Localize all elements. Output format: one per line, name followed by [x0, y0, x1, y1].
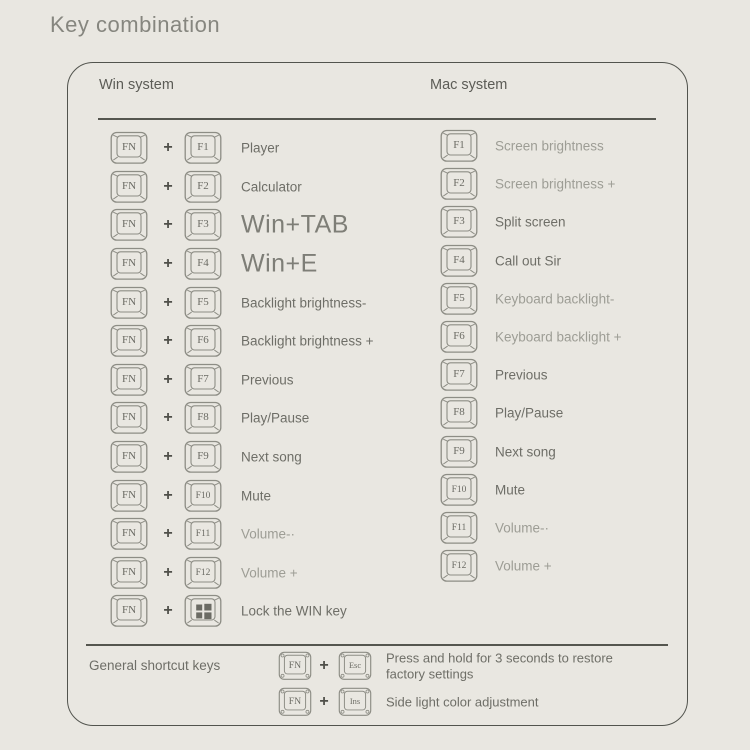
shortcut-description: Calculator — [241, 179, 302, 195]
keycap-fn — [110, 208, 148, 242]
svg-text:Esc: Esc — [348, 660, 362, 670]
win-shortcut-row — [68, 283, 440, 322]
keycap-f12 — [184, 556, 222, 590]
plus-sign: + — [163, 563, 173, 581]
svg-text:F4: F4 — [453, 253, 465, 266]
keycap-f4 — [184, 247, 222, 281]
svg-text:FN: FN — [121, 411, 137, 424]
keycap-f8 — [184, 401, 222, 435]
svg-text:F8: F8 — [453, 406, 465, 419]
win-shortcut-row — [68, 361, 440, 400]
shortcut-description: Win+TAB — [241, 210, 349, 239]
svg-text:F1: F1 — [197, 141, 209, 154]
keycap-f7 — [184, 363, 222, 397]
svg-text:F3: F3 — [453, 215, 465, 228]
keycap-graphic — [184, 363, 222, 397]
svg-text:F12: F12 — [451, 561, 467, 572]
svg-text:F5: F5 — [453, 292, 465, 305]
shortcut-description: Screen brightness — [495, 138, 604, 154]
shortcut-description: Split screen — [495, 214, 566, 230]
shortcut-description: Previous — [241, 372, 294, 388]
keycap-f3 — [440, 205, 478, 239]
general-shortcut-list — [68, 648, 688, 720]
mac-shortcut-row — [440, 509, 689, 547]
plus-sign: + — [163, 525, 173, 543]
win-shortcut-row — [68, 206, 440, 245]
keycap-graphic — [184, 401, 222, 435]
keycap-fn — [110, 247, 148, 281]
keycap-fn — [110, 517, 148, 551]
keycap-graphic — [440, 511, 478, 545]
mac-shortcut-row — [440, 280, 689, 318]
svg-text:F4: F4 — [197, 257, 209, 270]
keycap-f6 — [184, 324, 222, 358]
mac-system-header: Mac system — [430, 77, 508, 93]
mac-shortcut-row — [440, 471, 689, 509]
shortcut-description: Volume-· — [495, 520, 550, 536]
keycap-graphic — [184, 517, 222, 551]
win-shortcut-row — [68, 438, 440, 477]
keycap-graphic — [278, 687, 312, 717]
shortcut-description: Side light color adjustment — [386, 694, 539, 710]
keycap-graphic — [184, 440, 222, 474]
svg-text:F9: F9 — [197, 450, 209, 463]
keycap-win — [184, 594, 222, 628]
keycap-graphic — [184, 479, 222, 513]
general-shortcut-row — [68, 684, 688, 720]
mac-shortcut-row — [440, 165, 689, 203]
keycap-graphic — [440, 473, 478, 507]
svg-text:F6: F6 — [453, 330, 465, 343]
keycap-graphic — [110, 131, 148, 165]
keycap-fn — [110, 324, 148, 358]
plus-sign: + — [319, 657, 329, 674]
shortcut-description: Mute — [241, 488, 272, 504]
shortcut-description: Volume-· — [241, 526, 296, 542]
shortcut-description: Backlight brightness- — [241, 295, 367, 311]
keycap-ins — [338, 687, 372, 717]
windows-logo-icon — [196, 604, 211, 619]
svg-text:FN: FN — [121, 604, 137, 617]
mac-shortcut-row — [440, 547, 689, 585]
shortcut-description: Next song — [241, 449, 302, 465]
keycap-graphic — [184, 286, 222, 320]
svg-text:F3: F3 — [197, 218, 209, 231]
svg-text:F7: F7 — [453, 368, 465, 381]
keycap-graphic — [338, 651, 372, 681]
shortcut-description: Player — [241, 140, 280, 156]
general-shortcut-row — [68, 648, 688, 684]
keycap-graphic — [184, 556, 222, 590]
keycap-graphic — [110, 517, 148, 551]
keycap-graphic — [110, 440, 148, 474]
keycap-graphic — [110, 324, 148, 358]
keycap-graphic — [440, 205, 478, 239]
svg-text:F8: F8 — [197, 411, 209, 424]
keycap-f12 — [440, 549, 478, 583]
plus-sign: + — [163, 370, 173, 388]
keycap-graphic — [440, 282, 478, 316]
keycap-graphic — [338, 687, 372, 717]
keycap-f1 — [440, 129, 478, 163]
keycap-esc — [338, 651, 372, 681]
mac-shortcut-row — [440, 394, 689, 432]
shortcut-panel — [67, 62, 688, 726]
svg-text:F12: F12 — [195, 568, 211, 579]
keycap-fn — [110, 594, 148, 628]
keycap-graphic — [440, 129, 478, 163]
keycap-fn — [110, 556, 148, 590]
svg-text:F5: F5 — [197, 295, 209, 308]
keycap-graphic — [440, 358, 478, 392]
keycap-graphic — [110, 594, 148, 628]
plus-sign: + — [163, 139, 173, 157]
win-shortcut-row — [68, 245, 440, 284]
keycap-fn — [110, 401, 148, 435]
shortcut-description: Press and hold for 3 seconds to restore factory settings — [386, 650, 613, 681]
shortcut-description: Volume + — [241, 565, 298, 581]
svg-text:FN: FN — [121, 180, 137, 193]
win-shortcut-list — [68, 129, 440, 631]
keycap-f5 — [440, 282, 478, 316]
plus-sign: + — [163, 602, 173, 620]
keycap-graphic — [110, 208, 148, 242]
keycap-f11 — [440, 511, 478, 545]
keycap-graphic — [440, 167, 478, 201]
keycap-graphic — [184, 208, 222, 242]
mac-shortcut-row — [440, 203, 689, 241]
keycap-graphic — [110, 170, 148, 204]
general-shortcuts-label: General shortcut keys — [89, 658, 221, 673]
keycap-fn — [110, 170, 148, 204]
keycap-graphic — [184, 594, 222, 628]
shortcut-description: Volume + — [495, 558, 552, 574]
shortcut-description: Next song — [495, 444, 556, 460]
plus-sign: + — [163, 216, 173, 234]
svg-text:FN: FN — [121, 488, 137, 501]
keycap-fn — [110, 286, 148, 320]
win-shortcut-row — [68, 476, 440, 515]
shortcut-description: Screen brightness + — [495, 176, 616, 192]
svg-text:Ins: Ins — [349, 696, 361, 706]
general-divider — [86, 644, 668, 646]
keycap-f11 — [184, 517, 222, 551]
shortcut-description: Keyboard backlight- — [495, 291, 615, 307]
keycap-graphic — [110, 247, 148, 281]
win-shortcut-row — [68, 322, 440, 361]
plus-sign: + — [163, 409, 173, 427]
shortcut-description: Win+E — [241, 249, 318, 278]
keycap-graphic — [110, 479, 148, 513]
keycap-fn — [110, 440, 148, 474]
svg-text:FN: FN — [121, 141, 137, 154]
svg-text:FN: FN — [288, 659, 302, 671]
svg-text:FN: FN — [121, 566, 137, 579]
svg-text:FN: FN — [121, 218, 137, 231]
svg-text:FN: FN — [121, 334, 137, 347]
svg-text:F2: F2 — [197, 180, 209, 193]
shortcut-description: Lock the WIN key — [241, 603, 347, 619]
plus-sign: + — [163, 255, 173, 273]
header-divider — [98, 118, 656, 120]
svg-text:F6: F6 — [197, 334, 209, 347]
plus-sign: + — [163, 332, 173, 350]
keycap-fn — [278, 651, 312, 681]
keycap-graphic — [110, 286, 148, 320]
keycap-graphic — [184, 247, 222, 281]
keycap-graphic — [110, 556, 148, 590]
shortcut-description: Previous — [495, 367, 548, 383]
mac-shortcut-row — [440, 242, 689, 280]
keycap-f2 — [184, 170, 222, 204]
svg-text:FN: FN — [121, 295, 137, 308]
plus-sign: + — [319, 693, 329, 710]
svg-text:F9: F9 — [453, 444, 465, 457]
keycap-fn — [110, 363, 148, 397]
mac-shortcut-row — [440, 127, 689, 165]
keycap-graphic — [110, 363, 148, 397]
page-title: Key combination — [50, 12, 221, 37]
win-system-header: Win system — [99, 77, 174, 93]
keycap-graphic — [184, 170, 222, 204]
svg-text:F10: F10 — [451, 484, 467, 495]
mac-shortcut-row — [440, 318, 689, 356]
keycap-f5 — [184, 286, 222, 320]
svg-text:F10: F10 — [195, 490, 211, 501]
keycap-f4 — [440, 244, 478, 278]
keycap-f9 — [184, 440, 222, 474]
keycap-graphic — [440, 435, 478, 469]
keycap-graphic — [440, 549, 478, 583]
shortcut-description: Play/Pause — [241, 410, 310, 426]
win-shortcut-row — [68, 399, 440, 438]
win-shortcut-row — [68, 592, 440, 631]
svg-text:F11: F11 — [195, 529, 211, 540]
keycap-graphic — [110, 401, 148, 435]
keycap-f7 — [440, 358, 478, 392]
svg-text:FN: FN — [121, 373, 137, 386]
keycap-graphic — [184, 131, 222, 165]
win-shortcut-row — [68, 168, 440, 207]
keycap-f2 — [440, 167, 478, 201]
shortcut-description: Keyboard backlight + — [495, 329, 622, 345]
svg-text:FN: FN — [121, 257, 137, 270]
svg-text:F2: F2 — [453, 177, 465, 190]
shortcut-description: Play/Pause — [495, 405, 564, 421]
keycap-fn — [110, 131, 148, 165]
svg-text:F1: F1 — [453, 139, 465, 152]
plus-sign: + — [163, 486, 173, 504]
plus-sign: + — [163, 293, 173, 311]
plus-sign: + — [163, 448, 173, 466]
keycap-graphic — [440, 396, 478, 430]
svg-text:F11: F11 — [451, 523, 467, 534]
keycap-f8 — [440, 396, 478, 430]
svg-text:F7: F7 — [197, 373, 209, 386]
win-shortcut-row — [68, 129, 440, 168]
svg-text:FN: FN — [288, 695, 302, 707]
win-shortcut-row — [68, 554, 440, 593]
shortcut-description: Backlight brightness + — [241, 333, 374, 349]
keycap-fn — [110, 479, 148, 513]
keycap-fn — [278, 687, 312, 717]
plus-sign: + — [163, 177, 173, 195]
mac-shortcut-row — [440, 433, 689, 471]
svg-text:FN: FN — [121, 450, 137, 463]
keycap-f9 — [440, 435, 478, 469]
shortcut-description: Mute — [495, 482, 526, 498]
keycap-f1 — [184, 131, 222, 165]
keycap-f10 — [440, 473, 478, 507]
keycap-graphic — [440, 244, 478, 278]
svg-text:FN: FN — [121, 527, 137, 540]
keycap-f3 — [184, 208, 222, 242]
shortcut-description: Call out Sir — [495, 253, 562, 269]
keycap-graphic — [184, 324, 222, 358]
keycap-graphic — [278, 651, 312, 681]
keycap-f6 — [440, 320, 478, 354]
mac-shortcut-row — [440, 356, 689, 394]
mac-shortcut-list — [440, 127, 689, 585]
win-shortcut-row — [68, 515, 440, 554]
keycap-graphic — [440, 320, 478, 354]
keycap-f10 — [184, 479, 222, 513]
